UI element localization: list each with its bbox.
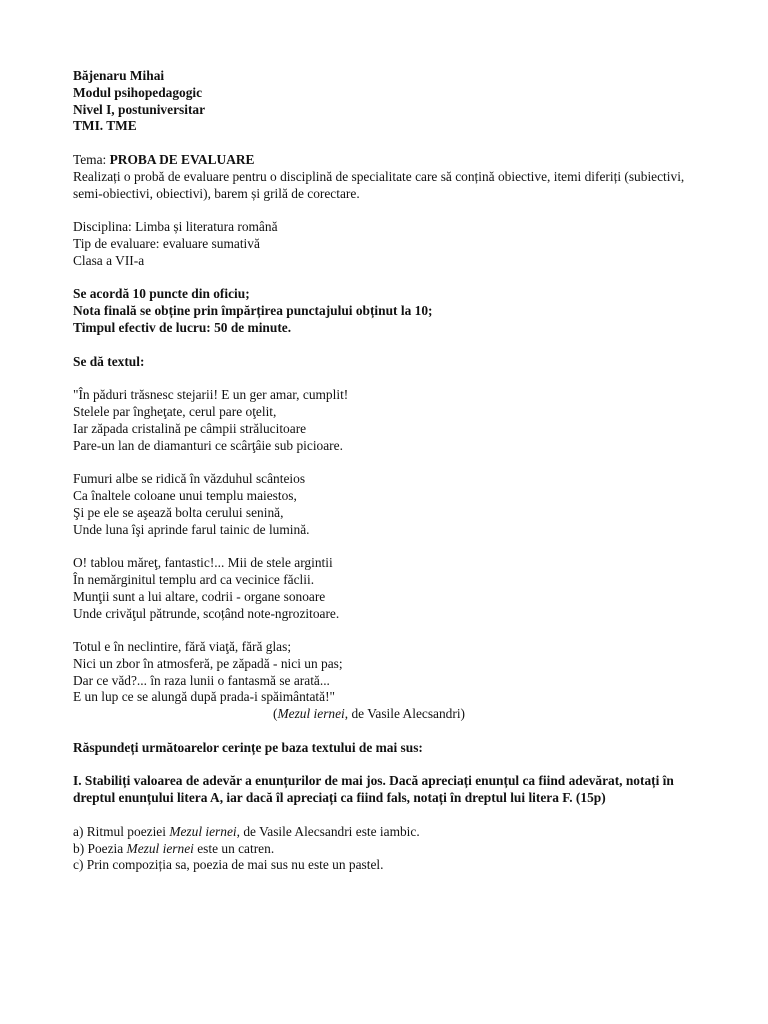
poem-line: Stelele par îngheţate, cerul pare oţelit, (73, 403, 277, 419)
poem-line: Iar zăpada cristalină pe câmpii strălucitoare (73, 420, 307, 436)
theme-title: PROBA DE EVALUARE (109, 151, 255, 167)
poem-line: Pare-un lan de diamanturi ce scârţâie sub picioare. (73, 437, 343, 453)
task-item: b) Poezia Mezul iernei este un catren. (73, 840, 275, 856)
poem-line: Totul e în neclintire, fără viaţă, fără glas; (73, 639, 292, 655)
task-heading: I. Stabiliți valoarea de adevăr a enunțurilor de mai jos. Dacă apreciați enunțul ca fiind adevărat, notați în dreptul enunțului litera A, iar dacă îl apreciați ca fiind fals, notați în dreptul lui litera F. (15p) (73, 773, 674, 806)
poem-line: Nici un zbor în atmosferă, pe zăpadă - nici un pas; (73, 655, 343, 671)
poem-line: Şi pe ele se aşează bolta cerului senină, (73, 504, 284, 520)
poem-line: Ca înaltele coloane unui templu maiestos, (73, 487, 297, 503)
instructions: Răspundeți următoarelor cerințe pe baza textului de mai sus: (73, 739, 423, 755)
poem-line: Fumuri albe se ridică în văzduhul scânteios (73, 471, 306, 487)
program-name: TMI. TME (73, 118, 137, 134)
level-name: Nivel I, postuniversitar (73, 101, 206, 117)
poem-title: Mezul iernei (277, 706, 345, 722)
rule-line: Nota finală se obține prin împărțirea punctajului obținut la 10; (73, 303, 433, 319)
author-name: Băjenaru Mihai (73, 68, 165, 83)
theme-description: Realizați o probă de evaluare pentru o disciplină de specialitate care să conțină obiective, itemi diferiți (subiectivi, semi-obiectivi, obiectivi), barem și grilă de corectare. (73, 168, 685, 201)
task-item: a) Ritmul poeziei Mezul iernei, de Vasile Alecsandri este iambic. (73, 823, 420, 839)
poem-line: "În păduri trăsnesc stejarii! E un ger amar, cumplit! (73, 387, 349, 403)
poem-line: O! tablou măreţ, fantastic!... Mii de stele argintii (73, 555, 333, 571)
class-level: Clasa a VII-a (73, 252, 145, 268)
poem-line: Dar ce văd?... în raza lunii o fantasmă se arată... (73, 672, 330, 688)
rule-line: Se acordă 10 puncte din oficiu; (73, 286, 250, 302)
poem-stanza (73, 639, 703, 706)
theme-line (73, 152, 703, 169)
poem-line: Unde luna îşi aprinde farul tainic de lumină. (73, 521, 310, 537)
theme-label: Tema: (73, 151, 110, 167)
discipline: Disciplina: Limba și literatura română (73, 219, 278, 235)
poem-line: E un lup ce se alungă după prada-i spăimântată!" (73, 689, 336, 705)
document-page (73, 68, 703, 874)
poem-stanza (73, 471, 703, 538)
text-intro: Se dă textul: (73, 353, 145, 369)
poem-line: Munţii sunt a lui altare, codrii - organe sonoare (73, 588, 326, 604)
evaluation-type: Tip de evaluare: evaluare sumativă (73, 235, 260, 251)
task-item: c) Prin compoziția sa, poezia de mai sus nu este un pastel. (73, 857, 384, 873)
module-name: Modul psihopedagogic (73, 84, 203, 100)
poem-line: În nemărginitul templu ard ca vecinice făclii. (73, 571, 315, 587)
poem-stanza (73, 555, 703, 622)
rule-line: Timpul efectiv de lucru: 50 de minute. (73, 319, 292, 335)
poem-attribution: (Mezul iernei, de Vasile Alecsandri) (273, 706, 466, 722)
poem-stanza (73, 387, 703, 454)
poem-line: Unde crivăţul pătrunde, scoțând note-ngrozitoare. (73, 605, 340, 621)
